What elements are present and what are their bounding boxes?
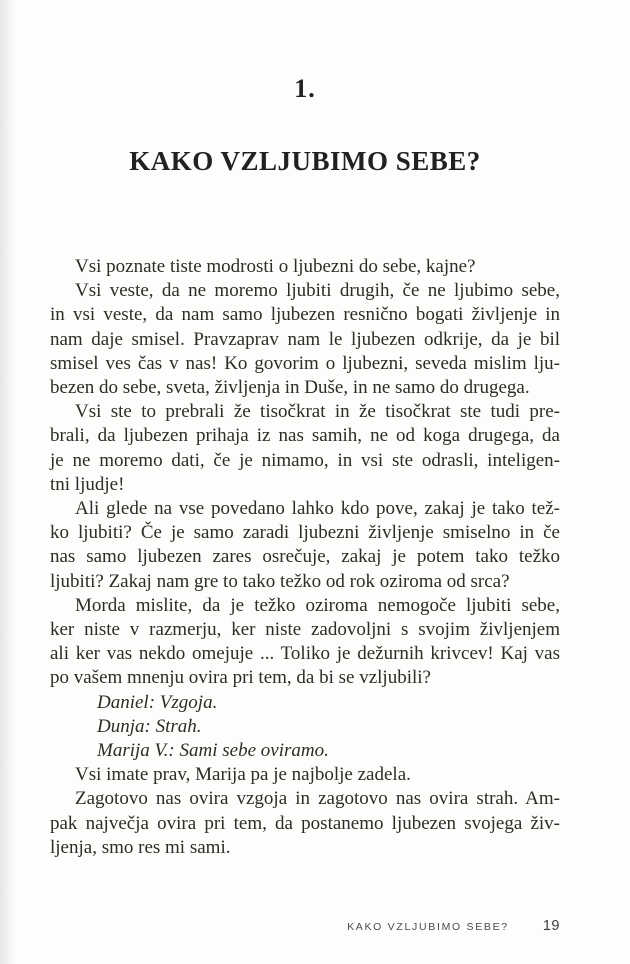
- body-line: Vsi imate prav, Marija pa je najbolje zadela.: [75, 764, 411, 786]
- body-line: nam daje smisel. Pravzaprav nam le ljubezen odkrije, da je bil: [50, 328, 560, 350]
- body-line: Ali glede na vse povedano lahko kdo pove, zakaj je tako tež-: [75, 498, 560, 520]
- body-line: ko ljubiti? Če je samo zaradi ljubezni življenje smiselno in če: [50, 522, 560, 544]
- body-line: Daniel: Vzgoja.: [97, 691, 218, 713]
- body-line: bezen do sebe, sveta, življenja in Duše, in ne samo do drugega.: [50, 377, 530, 399]
- page-number: 19: [542, 918, 560, 934]
- body-line: je ne moremo dati, če je nimamo, in vsi ste odrasli, inteligen-: [50, 449, 560, 471]
- body-line: brali, da ljubezen prihaja iz nas samih, ne od koga drugega, da: [50, 425, 560, 447]
- body-line: Morda mislite, da je težko oziroma nemogoče ljubiti sebe,: [75, 594, 560, 616]
- body-line: ker niste v razmerju, ker niste zadovoljni s svojim življenjem: [50, 619, 560, 641]
- body-line: po vašem mnenju ovira pri tem, da bi se vzljubili?: [50, 667, 431, 689]
- body-line: in vsi veste, da nam samo ljubezen resnično bogati življenje in: [50, 304, 560, 326]
- body-line: ali ker vas nekdo omejuje ... Toliko je dežurnih krivcev! Kaj vas: [50, 643, 560, 665]
- body-line: pak največja ovira pri tem, da postanemo ljubezen svojega živ-: [50, 812, 560, 834]
- body-line: smisel ves čas v nas! Ko govorim o ljubezni, seveda mislim lju-: [50, 352, 560, 374]
- body-line: tni ljudje!: [50, 473, 125, 495]
- body-line: Marija V.: Sami sebe oviramo.: [97, 740, 329, 762]
- body-line: ljenja, smo res mi sami.: [50, 836, 231, 858]
- running-head: KAKO VZLJUBIMO SEBE?: [347, 921, 509, 933]
- body-line: Vsi poznate tiste modrosti o ljubezni do sebe, kajne?: [75, 256, 476, 277]
- body-line: Zagotovo nas ovira vzgoja in zagotovo nas ovira strah. Am-: [75, 788, 560, 810]
- page-left-edge-shadow: [0, 0, 16, 964]
- body-line: Dunja: Strah.: [97, 715, 202, 737]
- page-footer: [50, 918, 560, 934]
- body-line: Vsi veste, da ne moremo ljubiti drugih, če ne ljubimo sebe,: [75, 280, 560, 302]
- body-line: Vsi ste to prebrali že tisočkrat in že tisočkrat ste tudi pre-: [75, 401, 560, 423]
- body-text-block: [50, 255, 560, 860]
- chapter-number: 1.: [294, 74, 316, 103]
- body-line: nas samo ljubezen zares osrečuje, zakaj je potem tako težko: [50, 546, 560, 568]
- chapter-title: KAKO VZLJUBIMO SEBE?: [129, 146, 481, 176]
- body-line: ljubiti? Zakaj nam gre to tako težko od rok oziroma od srca?: [50, 570, 510, 592]
